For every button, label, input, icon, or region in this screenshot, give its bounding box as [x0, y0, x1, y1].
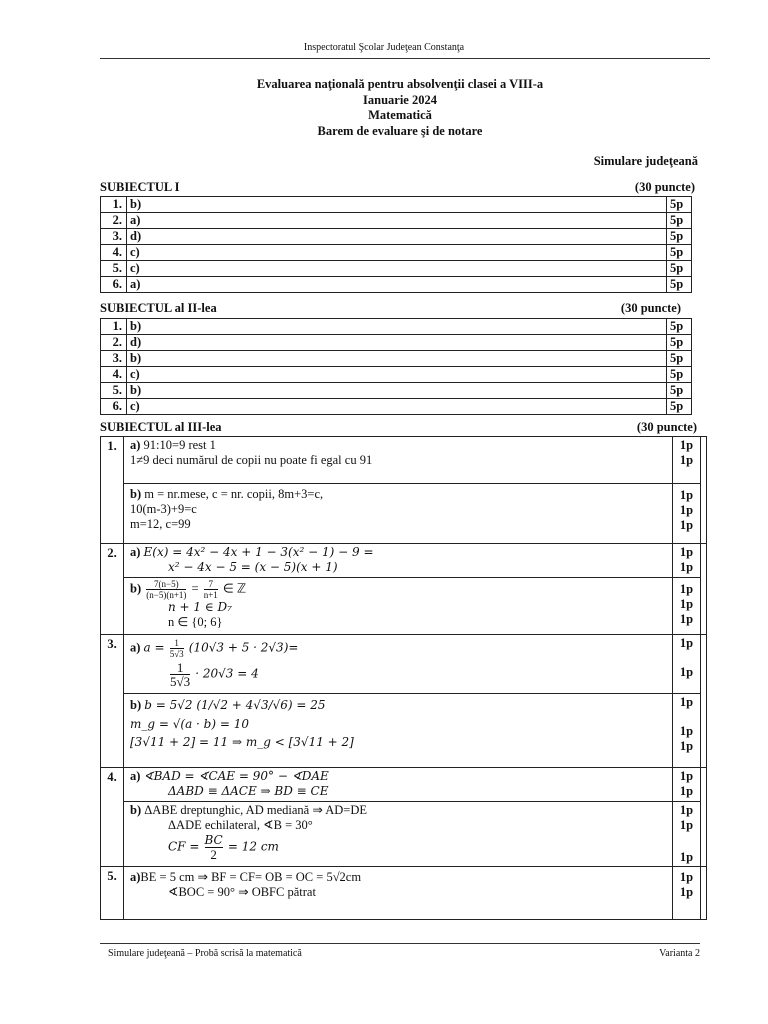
- item-number: 5.: [101, 261, 127, 277]
- table-row: [101, 261, 692, 277]
- section-3-table: [100, 436, 707, 920]
- section-3-title: SUBIECTUL al III-lea: [100, 420, 222, 434]
- section-1-title: SUBIECTUL I: [100, 180, 180, 194]
- answer-line: E(x) = 4x² − 4x + 1 − 3(x² − 1) − 9 =: [143, 545, 374, 559]
- problem-1b: [124, 484, 673, 544]
- table-row: [101, 197, 692, 213]
- title-line-4: Barem de evaluare şi de notare: [317, 123, 483, 138]
- points-cell: [673, 437, 701, 484]
- answer-line: BE = 5 cm ⇒ BF = CF= OB = OC = 5√2cm: [140, 870, 362, 884]
- part-label: a): [130, 438, 141, 452]
- item-answer: d): [127, 335, 667, 351]
- table-row: [101, 335, 692, 351]
- item-points: 5p: [667, 351, 692, 367]
- footer-variant: Varianta 2: [659, 948, 700, 959]
- answer-line: n + 1 ∈ D₇: [168, 600, 232, 614]
- part-label: a): [130, 769, 141, 783]
- denominator: 2: [205, 847, 223, 861]
- answer-line: m=12, c=99: [130, 517, 191, 531]
- point-value: 1p: [679, 545, 694, 559]
- expression: (10√3 + 5 · 2√3)=: [188, 640, 299, 655]
- point-value: 1p: [679, 560, 694, 574]
- point-value: 1p: [679, 518, 694, 532]
- problem-1a: [124, 437, 673, 484]
- points-cell: [673, 578, 701, 635]
- item-points: 5p: [667, 261, 692, 277]
- answer-line: ΔADE echilateral, ∢B = 30°: [168, 818, 313, 832]
- item-points: 5p: [667, 197, 692, 213]
- point-value: 1p: [679, 870, 694, 884]
- numerator: 7: [208, 579, 213, 589]
- item-number: 1.: [101, 319, 127, 335]
- point-value: 1p: [679, 885, 694, 899]
- section-1-points: (30 puncte): [634, 180, 695, 194]
- numerator: BC: [204, 833, 223, 847]
- item-answer: d): [127, 229, 667, 245]
- table-row: [101, 277, 692, 293]
- answer-line: 91:10=9 rest 1: [143, 438, 216, 452]
- denominator: (n−5)(n+1): [146, 590, 187, 600]
- table-row: [101, 635, 707, 694]
- table-row: [101, 351, 692, 367]
- footer: [108, 948, 700, 959]
- item-number: 4.: [101, 245, 127, 261]
- item-number: 2.: [101, 335, 127, 351]
- item-points: 5p: [667, 383, 692, 399]
- problem-number: 1.: [101, 437, 124, 544]
- denominator: 5√3: [170, 674, 191, 689]
- point-value: 1p: [679, 597, 694, 611]
- point-value: 1p: [679, 665, 694, 679]
- section-1-heading: [100, 180, 695, 195]
- part-label: b): [130, 487, 142, 501]
- title-line-3: Matematică: [368, 108, 432, 122]
- denominator: 5√3: [169, 649, 184, 659]
- point-value: 1p: [679, 636, 694, 650]
- fraction: [170, 638, 184, 659]
- table-row: [101, 578, 707, 635]
- section-2-heading: [100, 301, 695, 316]
- item-points: 5p: [667, 367, 692, 383]
- problem-number: 4.: [101, 768, 124, 867]
- section-3-heading: [100, 420, 695, 435]
- points-cell: [673, 802, 701, 867]
- point-value: 1p: [679, 612, 694, 626]
- item-points: 5p: [667, 245, 692, 261]
- simulare-label: Simulare judeţeană: [593, 154, 698, 168]
- point-value: 1p: [679, 724, 694, 738]
- item-number: 2.: [101, 213, 127, 229]
- point-value: 1p: [679, 803, 694, 817]
- item-number: 3.: [101, 229, 127, 245]
- item-points: 5p: [667, 277, 692, 293]
- points-cell: [673, 484, 701, 544]
- problem-4b: [124, 802, 673, 867]
- problem-5a: [124, 867, 673, 920]
- table-row: [101, 399, 692, 415]
- table-row: [101, 694, 707, 768]
- numerator: 7(n−5): [154, 579, 179, 589]
- item-answer: b): [127, 319, 667, 335]
- points-cell: [673, 635, 701, 694]
- expression: = 12 cm: [227, 839, 279, 854]
- table-row: [101, 802, 707, 867]
- point-value: 1p: [679, 784, 694, 798]
- item-number: 3.: [101, 351, 127, 367]
- item-number: 6.: [101, 399, 127, 415]
- part-label: b): [130, 581, 142, 596]
- answer-line: ΔABE dreptunghic, AD mediană ⇒ AD=DE: [144, 803, 367, 817]
- fraction: [204, 579, 218, 600]
- problem-4a: [124, 768, 673, 802]
- fraction: [205, 834, 223, 861]
- point-value: 1p: [679, 769, 694, 783]
- margin-cell: [701, 635, 707, 768]
- table-row: [101, 768, 707, 802]
- problem-2b: [124, 578, 673, 635]
- item-number: 5.: [101, 383, 127, 399]
- answer-line: ΔABD ≡ ΔACE ⇒ BD ≡ CE: [168, 784, 329, 798]
- item-number: 1.: [101, 197, 127, 213]
- item-points: 5p: [667, 213, 692, 229]
- answer-line: m_g = √(a · b) = 10: [130, 717, 249, 731]
- table-row: [101, 213, 692, 229]
- item-number: 6.: [101, 277, 127, 293]
- item-points: 5p: [667, 335, 692, 351]
- point-value: 1p: [679, 453, 694, 467]
- item-answer: c): [127, 261, 667, 277]
- points-cell: [673, 694, 701, 768]
- document-titles: [0, 77, 768, 139]
- equals-sign: =: [191, 581, 199, 596]
- part-label: a): [130, 640, 141, 655]
- answer-line: [3√11 + 2] = 11 ⇒ m_g < [3√11 + 2]: [130, 735, 354, 749]
- margin-cell: [701, 867, 707, 920]
- fraction: [170, 661, 190, 688]
- item-points: 5p: [667, 319, 692, 335]
- margin-cell: [701, 544, 707, 635]
- expression: · 20√3 = 4: [195, 666, 259, 681]
- item-answer: a): [127, 213, 667, 229]
- title-line-1: Evaluarea naţională pentru absolvenţii clasei a VIII-a: [256, 77, 544, 91]
- table-row: [101, 437, 707, 484]
- section-2-title: SUBIECTUL al II-lea: [100, 301, 217, 315]
- table-row: [101, 484, 707, 544]
- point-value: 1p: [679, 503, 694, 517]
- answer-line: x² − 4x − 5 = (x − 5)(x + 1): [168, 560, 338, 574]
- item-answer: b): [127, 197, 667, 213]
- table-row: [101, 544, 707, 578]
- numerator: 1: [174, 638, 179, 648]
- item-answer: b): [127, 383, 667, 399]
- table-row: [101, 867, 707, 920]
- points-cell: [673, 768, 701, 802]
- table-row: [101, 319, 692, 335]
- set-membership: ∈ ℤ: [222, 581, 247, 596]
- table-row: [101, 383, 692, 399]
- answer-line: ∢BAD = ∢CAE = 90° − ∢DAE: [143, 769, 329, 783]
- answer-line: b = 5√2 (1/√2 + 4√3/√6) = 25: [144, 698, 326, 712]
- point-value: 1p: [679, 739, 694, 753]
- margin-cell: [701, 437, 707, 544]
- problem-number: 3.: [101, 635, 124, 768]
- point-value: 1p: [679, 818, 694, 832]
- answer-line: m = nr.mese, c = nr. copii, 8m+3=c,: [144, 487, 324, 501]
- answer-line: 10(m-3)+9=c: [130, 502, 197, 516]
- point-value: 1p: [679, 488, 694, 502]
- footer-divider: [100, 943, 700, 944]
- problem-2a: [124, 544, 673, 578]
- denominator: n+1: [203, 590, 218, 600]
- part-label: a): [130, 545, 141, 559]
- expression: CF =: [168, 839, 200, 854]
- numerator: 1: [176, 660, 184, 675]
- section-1-table: [100, 196, 692, 293]
- problem-number: 2.: [101, 544, 124, 635]
- item-points: 5p: [667, 229, 692, 245]
- item-points: 5p: [667, 399, 692, 415]
- points-cell: [673, 544, 701, 578]
- item-answer: c): [127, 399, 667, 415]
- points-cell: [673, 867, 701, 920]
- institution-header: Inspectoratul Şcolar Judeţean Constanţa: [303, 42, 465, 53]
- table-row: [101, 245, 692, 261]
- point-value: 1p: [679, 438, 694, 452]
- section-3-points: (30 puncte): [636, 420, 697, 434]
- problem-3a: [124, 635, 673, 694]
- part-label: b): [130, 803, 142, 817]
- item-answer: c): [127, 367, 667, 383]
- footer-left: Simulare judeţeană – Probă scrisă la matematică: [108, 948, 302, 959]
- answer-line: n ∈ {0; 6}: [168, 615, 223, 629]
- expression: a =: [143, 640, 165, 655]
- item-answer: a): [127, 277, 667, 293]
- title-line-2: Ianuarie 2024: [363, 92, 437, 107]
- table-row: [101, 367, 692, 383]
- item-answer: b): [127, 351, 667, 367]
- item-answer: c): [127, 245, 667, 261]
- section-2-points: (30 puncte): [620, 301, 681, 315]
- table-row: [101, 229, 692, 245]
- item-number: 4.: [101, 367, 127, 383]
- part-label: b): [130, 698, 142, 712]
- point-value: 1p: [679, 850, 694, 864]
- fraction: [146, 579, 186, 600]
- answer-line: 1≠9 deci numărul de copii nu poate fi egal cu 91: [130, 453, 373, 467]
- section-2-table: [100, 318, 692, 415]
- point-value: 1p: [679, 695, 694, 709]
- margin-cell: [701, 768, 707, 867]
- problem-3b: [124, 694, 673, 768]
- part-label: a): [130, 870, 141, 884]
- header-divider: [100, 58, 710, 59]
- point-value: 1p: [679, 582, 694, 596]
- problem-number: 5.: [101, 867, 124, 920]
- answer-line: ∢BOC = 90° ⇒ OBFC pătrat: [168, 885, 316, 899]
